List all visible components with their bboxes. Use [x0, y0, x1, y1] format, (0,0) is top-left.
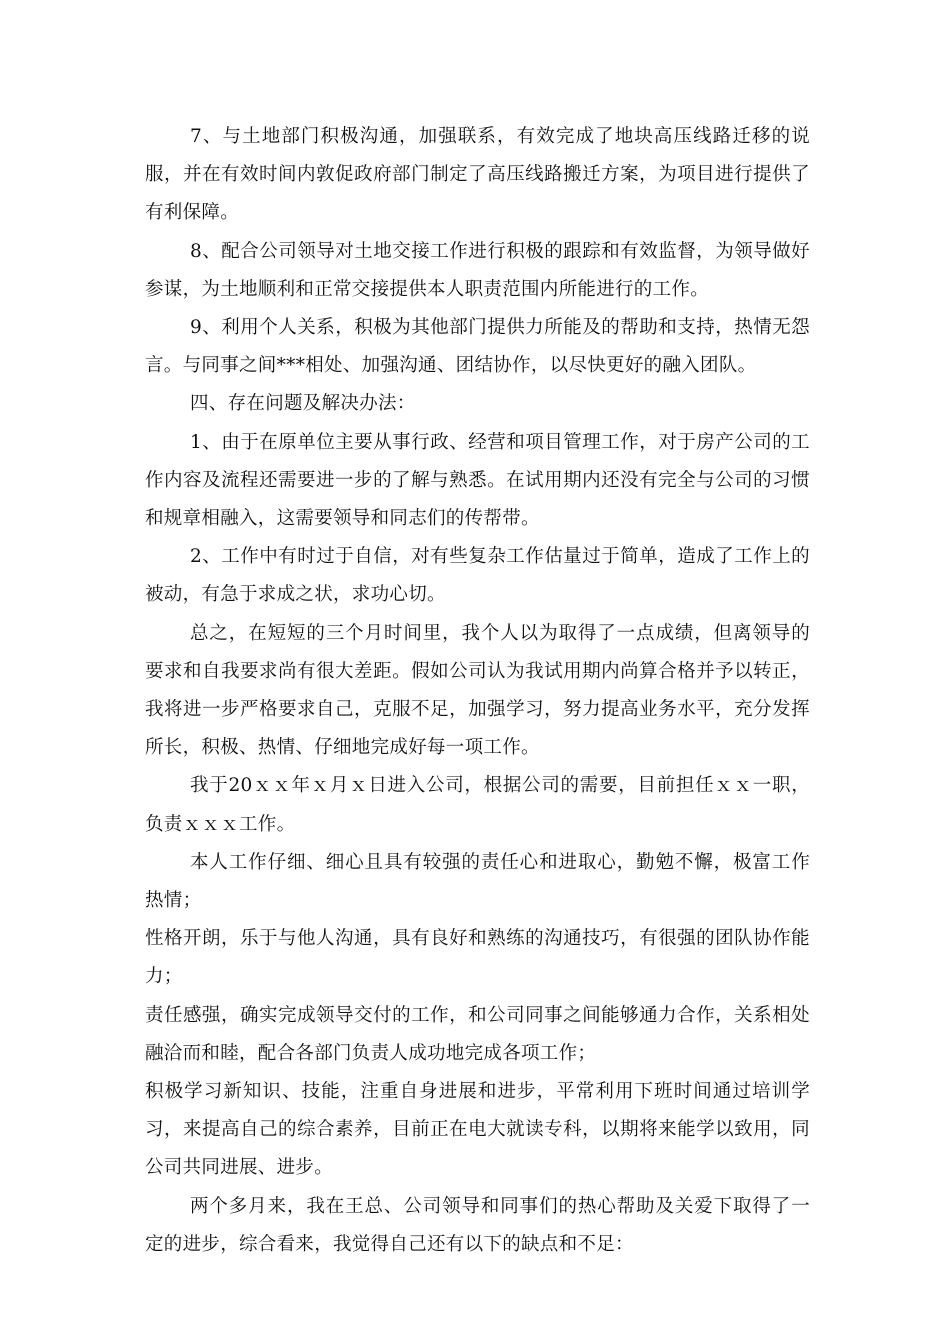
paragraph-personality: 性格开朗，乐于与他人沟通，具有良好和熟练的沟通技巧，有很强的团队协作能力； — [145, 928, 810, 988]
paragraph-item-8: 8、配合公司领导对土地交接工作进行积极的跟踪和有效监督，为领导做好参谋，为土地顺利和正常交接提供本人职责范围内所能进行的工作。 — [145, 240, 810, 300]
paragraph-summary: 总之，在短短的三个月时间里，我个人以为取得了一点成绩，但离领导的要求和自我要求尚有很大差距。假如公司认为我试用期内尚算合格并予以转正，我将进一步严格要求自己，克服不足，加强学习，努力提高业务水平，充分发挥所长，积极、热情、仔细地完成好每一项工作。 — [145, 622, 810, 759]
document-body — [145, 118, 810, 1264]
paragraph-learning: 积极学习新知识、技能，注重自身进展和进步，平常利用下班时间通过培训学习，来提高自己的综合素养，目前正在电大就读专科，以期将来能学以致用，同公司共同进展、进步。 — [145, 1081, 810, 1179]
paragraph-entry-info: 我于20ｘｘ年ｘ月ｘ日进入公司，根据公司的需要，目前担任ｘｘ一职，负责ｘｘｘ工作。 — [145, 775, 810, 835]
paragraph-problem-2: 2、工作中有时过于自信，对有些复杂工作估量过于简单，造成了工作上的被动，有急于求成之状，求功心切。 — [145, 546, 810, 606]
paragraph-work-attitude: 本人工作仔细、细心且具有较强的责任心和进取心，勤勉不懈，极富工作热情； — [145, 851, 810, 912]
paragraph-problem-1: 1、由于在原单位主要从事行政、经营和项目管理工作，对于房产公司的工作内容及流程还需要进一步的了解与熟悉。在试用期内还没有完全与公司的习惯和规章相融入，这需要领导和同志们的传帮带。 — [145, 431, 810, 530]
paragraph-item-7: 7、与土地部门积极沟通，加强联系，有效完成了地块高压线路迁移的说服，并在有效时间内敦促政府部门制定了高压线路搬迁方案，为项目进行提供了有利保障。 — [145, 126, 810, 224]
paragraph-progress: 两个多月来，我在王总、公司领导和同事们的热心帮助及关爱下取得了一定的进步，综合看来，我觉得自己还有以下的缺点和不足： — [145, 1195, 810, 1255]
section-heading-problems: 四、存在问题及解决办法： — [190, 393, 416, 415]
paragraph-item-9: 9、利用个人关系，积极为其他部门提供力所能及的帮助和支持，热情无怨言。与同事之间***相处、加强沟通、团结协作，以尽快更好的融入团队。 — [145, 317, 810, 377]
paragraph-responsibility: 责任感强，确实完成领导交付的工作，和公司同事之间能够通力合作，关系相处融洽而和睦，配合各部门负责人成功地完成各项工作； — [145, 1004, 810, 1064]
